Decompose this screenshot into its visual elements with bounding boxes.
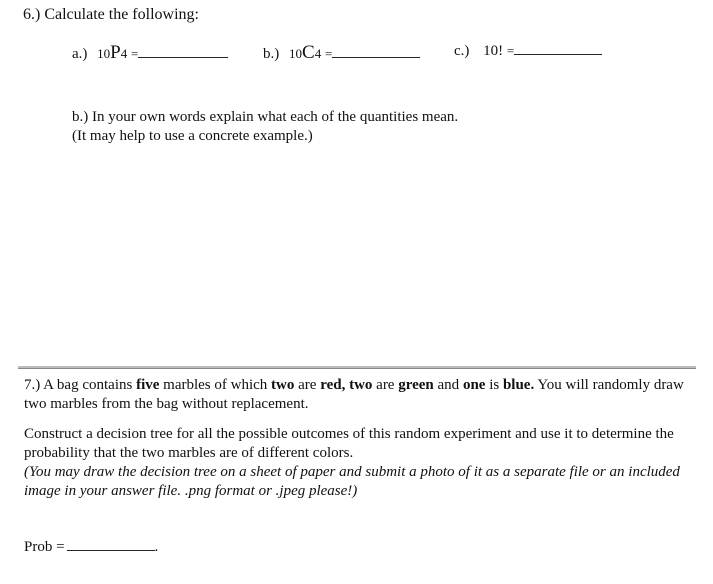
part-c-answer-blank[interactable] <box>514 42 602 55</box>
part-a-letter: P <box>110 42 121 63</box>
intro-text: marbles of which <box>159 377 272 393</box>
count-two-red: two <box>271 377 295 393</box>
explain-prompt <box>72 108 458 146</box>
intro-text: is <box>485 377 503 393</box>
probability-answer <box>24 538 158 556</box>
part-c-factorial <box>454 42 602 60</box>
intro-text: are <box>372 377 399 393</box>
question-7-task: Construct a decision tree for all the possible outcomes of this random experiment and use it to determine the probability that the two marbles are of different colors. <box>24 426 674 461</box>
part-a-answer-blank[interactable] <box>138 45 228 58</box>
part-b-letter: C <box>302 42 315 63</box>
part-b-pre: 10 <box>289 46 302 61</box>
part-c-expr: 10! <box>483 43 504 59</box>
color-green: green <box>398 377 434 393</box>
count-two-green: two <box>349 377 373 393</box>
question-6-title: 6.) Calculate the following: <box>23 6 199 23</box>
part-c-label: c.) <box>454 43 470 59</box>
part-a-label: a.) <box>72 46 88 62</box>
part-b-equals: = <box>324 46 333 61</box>
count-five: five <box>136 377 160 393</box>
question-7-note <box>24 463 700 501</box>
part-a-equals: = <box>130 46 139 61</box>
part-b-label: b.) <box>263 46 280 62</box>
intro-text: You will randomly draw two marbles from the bag without replacement. <box>24 377 684 412</box>
explain-line-1: b.) In your own words explain what each of the quantities mean. <box>72 109 459 125</box>
section-divider <box>18 366 696 369</box>
question-7-intro <box>24 376 700 414</box>
prob-answer-blank[interactable] <box>67 538 155 551</box>
part-c-equals: = <box>506 43 515 58</box>
color-red: red, <box>320 377 346 393</box>
part-a-pre: 10 <box>97 46 111 61</box>
intro-text: are <box>294 377 321 393</box>
part-b-post: 4 <box>314 46 322 61</box>
color-blue: blue. <box>502 377 535 393</box>
count-one-blue: one <box>462 377 486 393</box>
part-a-permutation <box>72 42 228 64</box>
intro-text: 7.) A bag contains <box>24 377 137 393</box>
explain-line-2: (It may help to use a concrete example.) <box>72 128 313 144</box>
part-b-answer-blank[interactable] <box>332 45 420 58</box>
note-text: (You may draw the decision tree on a sheet of paper and submit a photo of it as a separate file or an included image in your answer file. .png format or .jpeg please!) <box>24 464 680 499</box>
prob-period: . <box>154 539 159 555</box>
intro-text: and <box>433 377 463 393</box>
prob-label: Prob = <box>24 539 65 555</box>
part-a-post: 4 <box>120 46 128 61</box>
question-7 <box>24 376 700 501</box>
part-b-combination <box>263 42 420 64</box>
